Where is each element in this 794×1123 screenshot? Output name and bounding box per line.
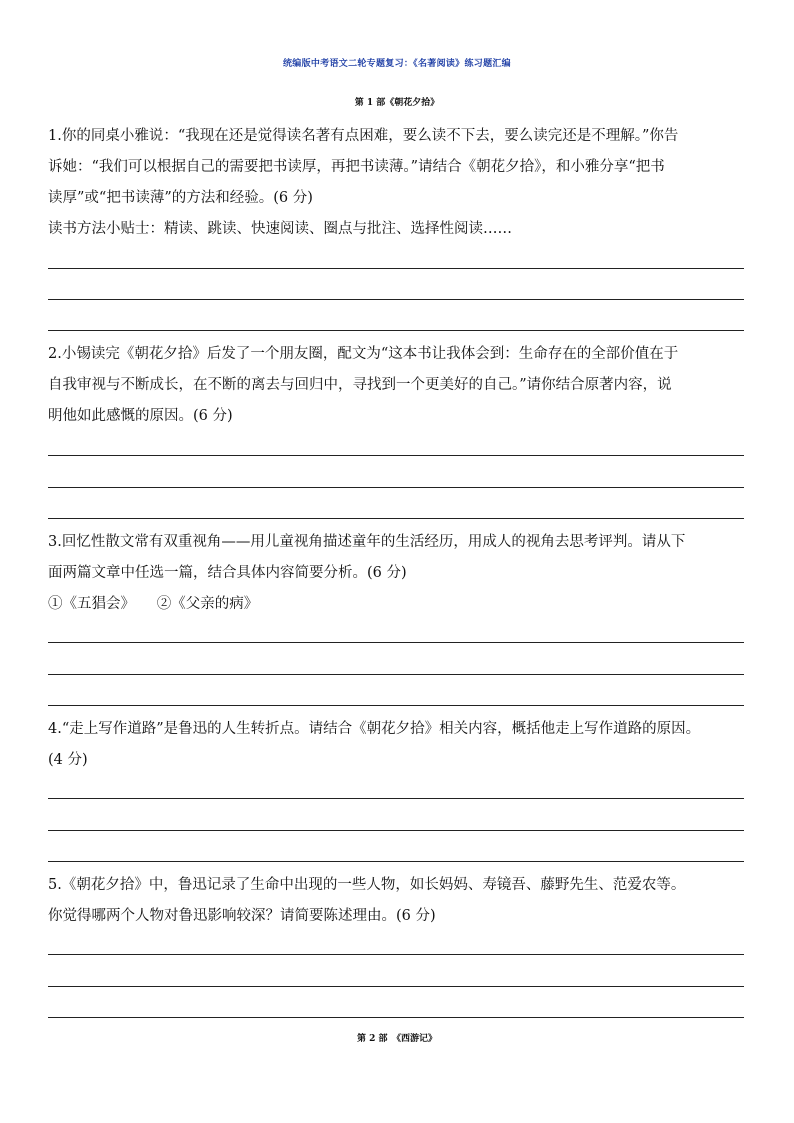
question-text-line: (4 分) [48, 752, 88, 768]
reading-tips: 读书方法小贴士：精读、跳读、快速阅读、圈点与批注、选择性阅读…… [48, 221, 512, 237]
question-text-line: 自我审视与不断成长，在不断的离去与回归中，寻找到一个更美好的自己。”请你结合原著内容，说 [48, 377, 672, 393]
answer-line[interactable] [48, 986, 744, 987]
question-text-line: 读厚”或“把书读薄”的方法和经验。(6 分) [48, 190, 313, 206]
answer-line[interactable] [48, 830, 744, 831]
question-text-line: 面两篇文章中任选一篇，结合具体内容简要分析。(6 分) [48, 565, 407, 581]
question-text-line: 2.小锡读完《朝花夕拾》后发了一个朋友圈，配文为“这本书让我体会到：生命存在的全部价值在于 [48, 346, 679, 362]
question-text-line: 4.“走上写作道路”是鲁迅的人生转折点。请结合《朝花夕拾》相关内容，概括他走上写作道路的原因。 [48, 721, 701, 737]
question-5 [48, 870, 746, 932]
question-text-line: 诉她：“我们可以根据自己的需要把书读厚，再把书读薄。”请结合《朝花夕拾》，和小雅分享“把书 [48, 159, 665, 175]
section-heading-1: 第 1 部《朝花夕拾》 [354, 98, 440, 108]
answer-line[interactable] [48, 954, 744, 955]
answer-line[interactable] [48, 674, 744, 675]
essay-options: ①《五猖会》 ②《父亲的病》 [48, 596, 259, 612]
answer-line[interactable] [48, 268, 744, 269]
answer-line[interactable] [48, 705, 744, 706]
answer-line[interactable] [48, 642, 744, 643]
answer-line[interactable] [48, 518, 744, 519]
question-3 [48, 527, 746, 620]
answer-line[interactable] [48, 487, 744, 488]
answer-line[interactable] [48, 330, 744, 331]
question-text-line: 1.你的同桌小雅说：“我现在还是觉得读名著有点困难，要么读不下去，要么读完还是不理解。”你告 [48, 128, 679, 144]
answer-line[interactable] [48, 861, 744, 862]
question-text-line: 明他如此感慨的原因。(6 分) [48, 408, 233, 424]
question-text-line: 3.回忆性散文常有双重视角——用儿童视角描述童年的生活经历，用成人的视角去思考评判。请从下 [48, 534, 686, 550]
question-text-line: 你觉得哪两个人物对鲁迅影响较深？请简要陈述理由。(6 分) [48, 908, 436, 924]
section-heading-2: 第 2 部 《西游记》 [356, 1034, 438, 1044]
question-1 [48, 121, 746, 245]
question-2 [48, 339, 746, 432]
answer-line[interactable] [48, 299, 744, 300]
document-title: 统编版中考语文二轮专题复习：《名著阅读》练习题汇编 [282, 59, 511, 69]
answer-line[interactable] [48, 455, 744, 456]
question-4 [48, 714, 746, 776]
question-text-line: 5.《朝花夕拾》中，鲁迅记录了生命中出现的一些人物，如长妈妈、寿镜吾、藤野先生、范爱农等。 [48, 877, 686, 893]
answer-line[interactable] [48, 1017, 744, 1018]
answer-line[interactable] [48, 798, 744, 799]
